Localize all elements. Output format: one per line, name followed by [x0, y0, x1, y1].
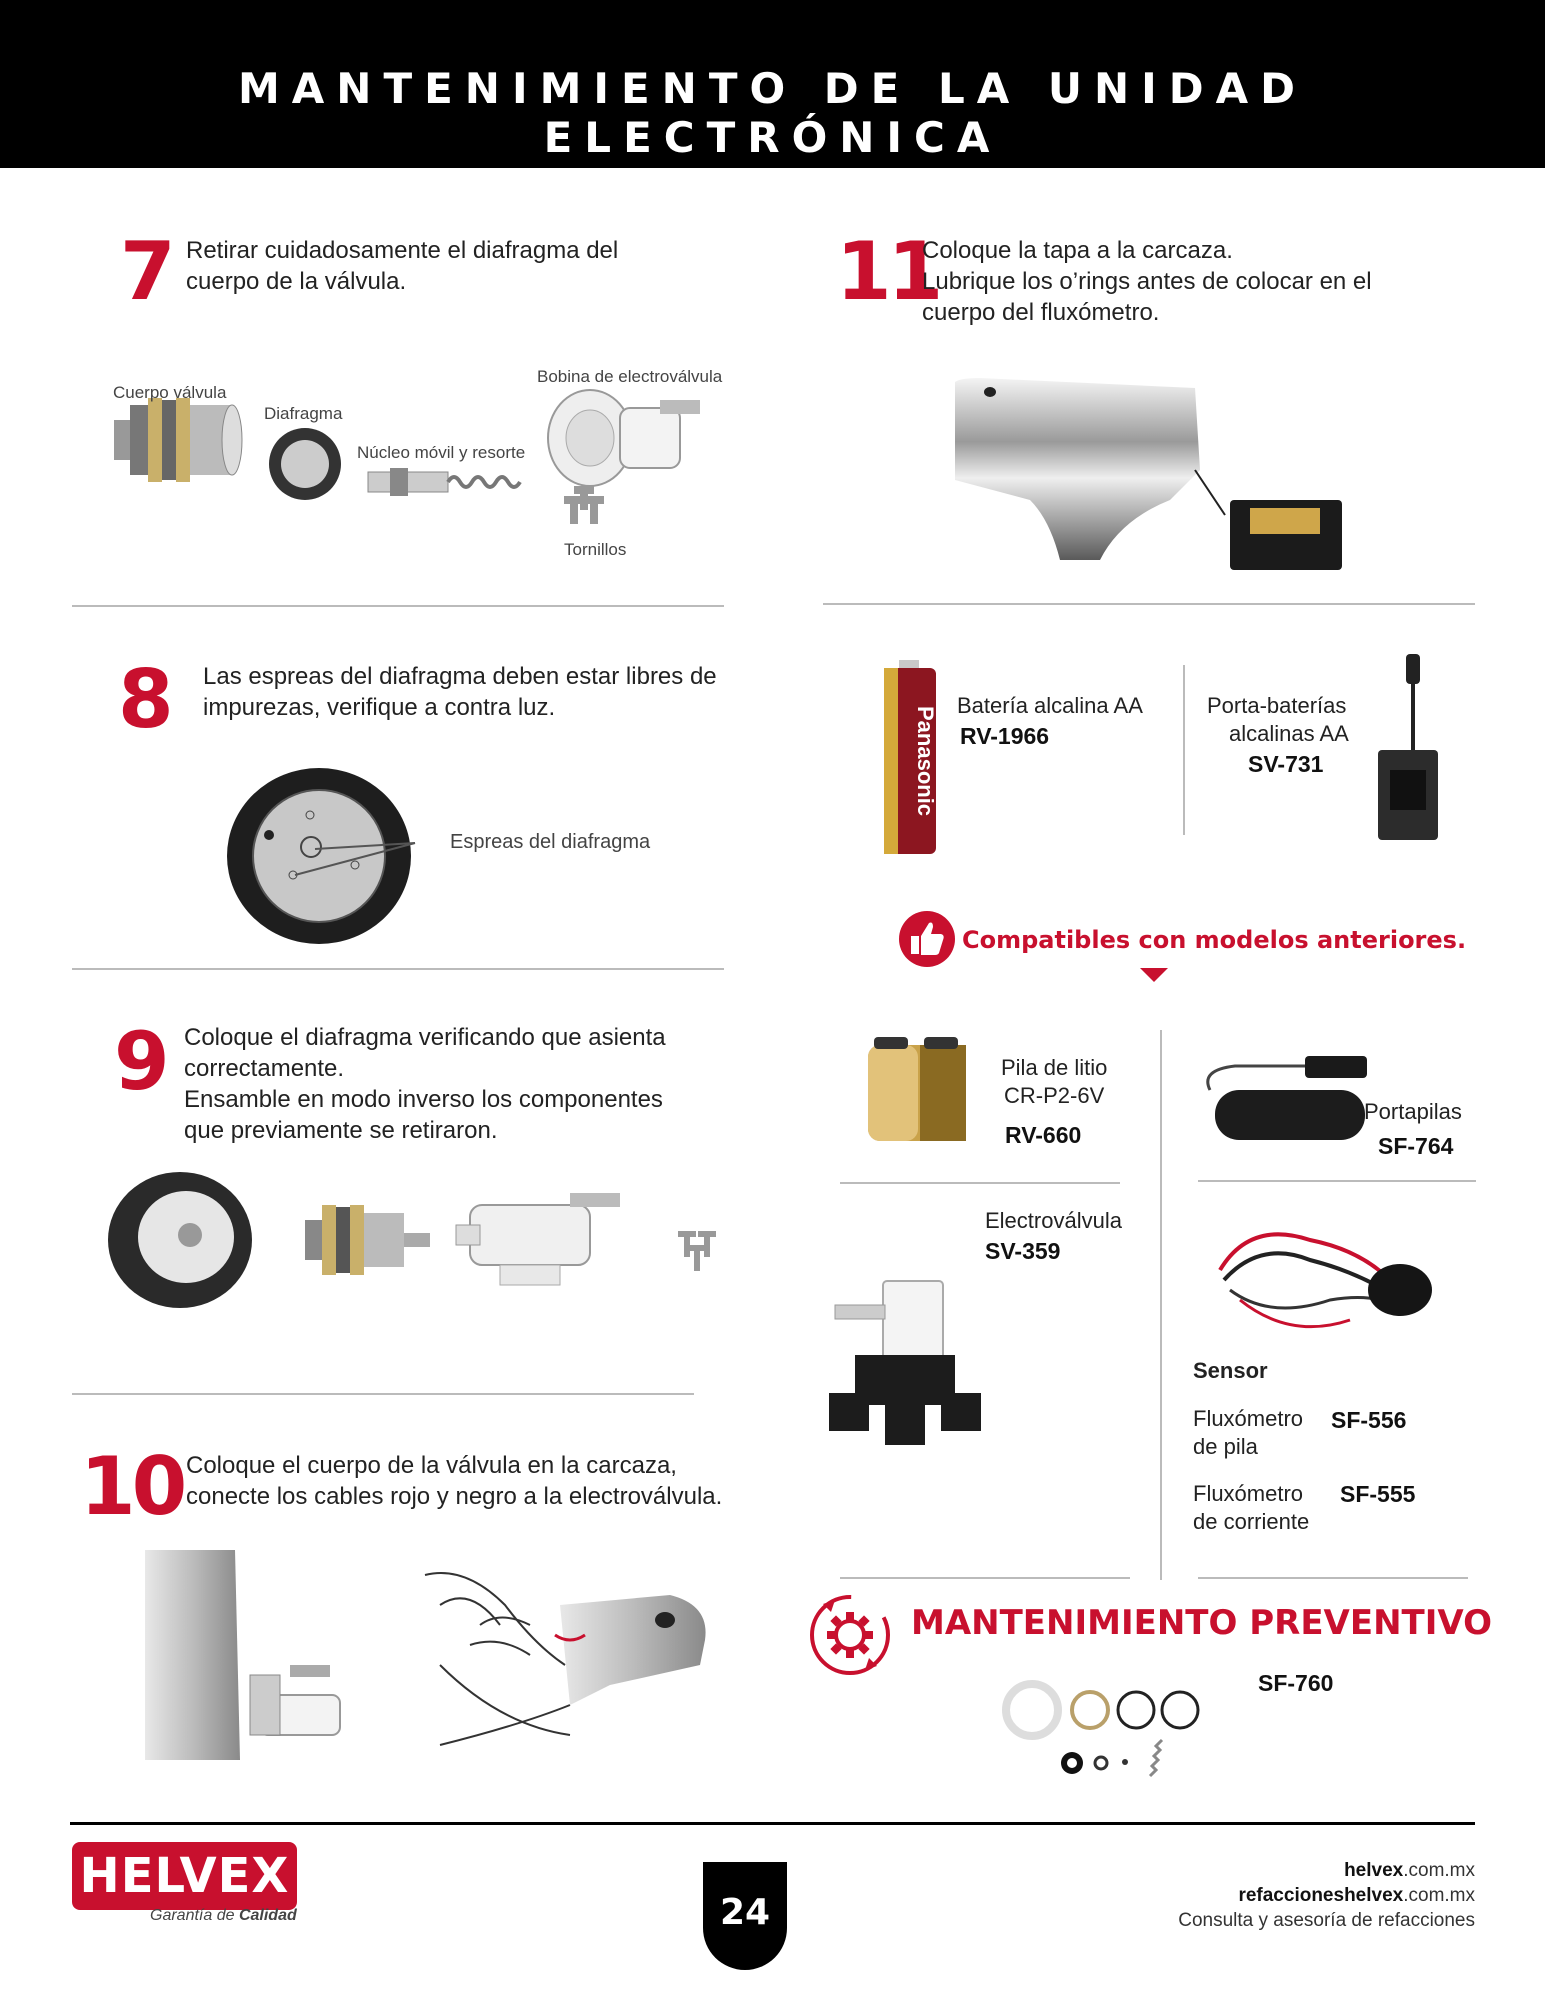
step-11-text [922, 235, 1372, 328]
product-lithium-name-1: Pila de litio [1001, 1055, 1108, 1080]
step-9-text [184, 1022, 666, 1146]
page-header [0, 0, 1545, 168]
cover-image [955, 378, 1200, 560]
valve-assembly-image [250, 1665, 340, 1735]
website-domain: helvex [1344, 1860, 1404, 1881]
sensor-current-flush-name-1: Fluxómetro [1193, 1481, 1304, 1506]
parts-website-domain: refaccioneshelvex [1238, 1885, 1404, 1906]
divider [823, 603, 1475, 605]
step-10-line: Coloque el cuerpo de la válvula en la carcaza, [186, 1452, 677, 1479]
step-11-line: Lubrique los o’rings antes de colocar en el [922, 268, 1372, 295]
label-jets: Espreas del diafragma [450, 831, 651, 853]
footer-note: Consulta y asesoría de refacciones [1178, 1910, 1475, 1931]
solenoid-coil-image [456, 1193, 620, 1285]
step-11-line: Coloque la tapa a la carcaza. [922, 237, 1233, 264]
caret-down-icon [1140, 968, 1168, 984]
preventive-kit-code: SF-760 [1258, 1670, 1334, 1696]
product-solenoid-name: Electroválvula [985, 1208, 1122, 1233]
parts-website-tld: .com.mx [1403, 1885, 1475, 1906]
page-number: 24 [719, 1892, 771, 1933]
product-lithium-name-2: CR-P2-6V [1004, 1083, 1105, 1108]
housing-image [145, 1550, 240, 1760]
website-tld: .com.mx [1403, 1860, 1475, 1881]
solenoid-coil-image [548, 390, 700, 486]
divider [1198, 1577, 1468, 1579]
sensor-battery-flush-name-1: Fluxómetro [1193, 1406, 1304, 1431]
product-solenoid-code: SV-359 [985, 1238, 1061, 1264]
divider [72, 1393, 694, 1395]
product-pouch-code: SF-764 [1378, 1133, 1454, 1159]
step-10-number: 10 [80, 1440, 184, 1533]
battery-holder-image [1370, 650, 1450, 850]
battery-pouch-image [1195, 1050, 1380, 1150]
divider [1183, 665, 1185, 835]
tagline [150, 1907, 297, 1925]
label-solenoid-coil: Bobina de electroválvula [537, 367, 723, 386]
page-title: MANTENIMIENTO DE LA UNIDAD ELECTRÓNICA [238, 64, 1307, 162]
divider [1198, 1180, 1476, 1182]
product-battery-name: Batería alcalina AA [957, 693, 1143, 718]
label-valve-body: Cuerpo válvula [113, 383, 227, 402]
gear-maintenance-icon [805, 1590, 895, 1680]
step-9-assembly-illustration [100, 1165, 740, 1315]
preventive-maintenance-title: MANTENIMIENTO PREVENTIVO [911, 1603, 1493, 1643]
divider [840, 1577, 1130, 1579]
label-plunger-spring: Núcleo móvil y resorte [357, 443, 526, 462]
product-holder-name-2: alcalinas AA [1229, 721, 1349, 746]
product-holder-code: SV-731 [1248, 751, 1324, 777]
step-9-line: Coloque el diafragma verificando que asienta [184, 1024, 666, 1051]
diaphragm-jets-illustration [225, 765, 425, 947]
step-8-line: Las espreas del diafragma deben estar libres de [203, 663, 717, 690]
sensor-battery-flush-name-2: de pila [1193, 1434, 1258, 1459]
screws-image [564, 486, 604, 524]
tagline-emphasis: Calidad [238, 1907, 297, 1924]
label-diaphragm: Diafragma [264, 404, 343, 423]
product-sensor-title: Sensor [1193, 1358, 1268, 1383]
sensor-current-flush-name-2: de corriente [1193, 1509, 1310, 1534]
hands-connecting-cables-image [425, 1573, 570, 1745]
step-11-cover-illustration [950, 370, 1350, 580]
screws-image [678, 1231, 716, 1271]
footer-contact [1178, 1858, 1475, 1933]
logo-text: HELVEX [79, 1848, 290, 1904]
flush-valve-housing-image [560, 1595, 706, 1705]
step-9-number: 9 [114, 1015, 166, 1108]
divider [72, 968, 724, 970]
product-pouch-name: Portapilas [1364, 1099, 1462, 1124]
sensor-battery-flush-code: SF-556 [1331, 1407, 1407, 1433]
helvex-logo [72, 1842, 297, 1910]
footer-rule [70, 1822, 1475, 1825]
step-8-number: 8 [118, 653, 170, 746]
step-11-line: cuerpo del fluxómetro. [922, 299, 1160, 326]
step-7-line: cuerpo de la válvula. [186, 268, 407, 295]
page-number-tab [703, 1862, 787, 1970]
diaphragm-housing-image [108, 1172, 252, 1308]
step-10-text [186, 1450, 722, 1512]
sensor-current-flush-code: SF-555 [1340, 1481, 1416, 1507]
aa-battery-image [880, 660, 942, 858]
label-screws: Tornillos [564, 540, 627, 559]
step-9-line: que previamente se retiraron. [184, 1117, 498, 1144]
website-link[interactable] [1178, 1858, 1475, 1883]
battery-brand-label: Panasonic [913, 706, 938, 817]
product-lithium-code: RV-660 [1005, 1122, 1082, 1148]
step-7-text [186, 235, 618, 297]
product-holder-name-1: Porta-baterías [1207, 693, 1347, 718]
step-8-line: impurezas, verifique a contra luz. [203, 694, 556, 721]
step-11-number: 11 [836, 225, 940, 318]
divider [72, 605, 724, 607]
product-battery-code: RV-1966 [960, 723, 1050, 749]
step-10-illustration [140, 1545, 720, 1775]
parts-website-link[interactable] [1178, 1883, 1475, 1908]
step-9-line: correctamente. [184, 1055, 345, 1082]
step-10-line: conecte los cables rojo y negro a la electroválvula. [186, 1483, 723, 1510]
step-9-line: Ensamble en modo inverso los componentes [184, 1086, 663, 1113]
divider [840, 1182, 1120, 1184]
lithium-battery-image [862, 1035, 972, 1147]
step-8-text [203, 661, 717, 723]
divider [1160, 1030, 1162, 1580]
step-7-number: 7 [120, 225, 172, 318]
plunger-spring-image [368, 468, 520, 496]
step-7-line: Retirar cuidadosamente el diafragma del [186, 237, 619, 264]
valve-body-image [305, 1205, 430, 1275]
valve-body-image [114, 398, 242, 482]
compatible-notice: Compatibles con modelos anteriores. [962, 926, 1467, 954]
thumbs-up-icon [897, 909, 957, 969]
sensor-image [1210, 1210, 1440, 1340]
preventive-kit-image [1000, 1680, 1220, 1790]
tagline-text: Garantía de [150, 1907, 239, 1924]
solenoid-valve-image [825, 1275, 985, 1450]
